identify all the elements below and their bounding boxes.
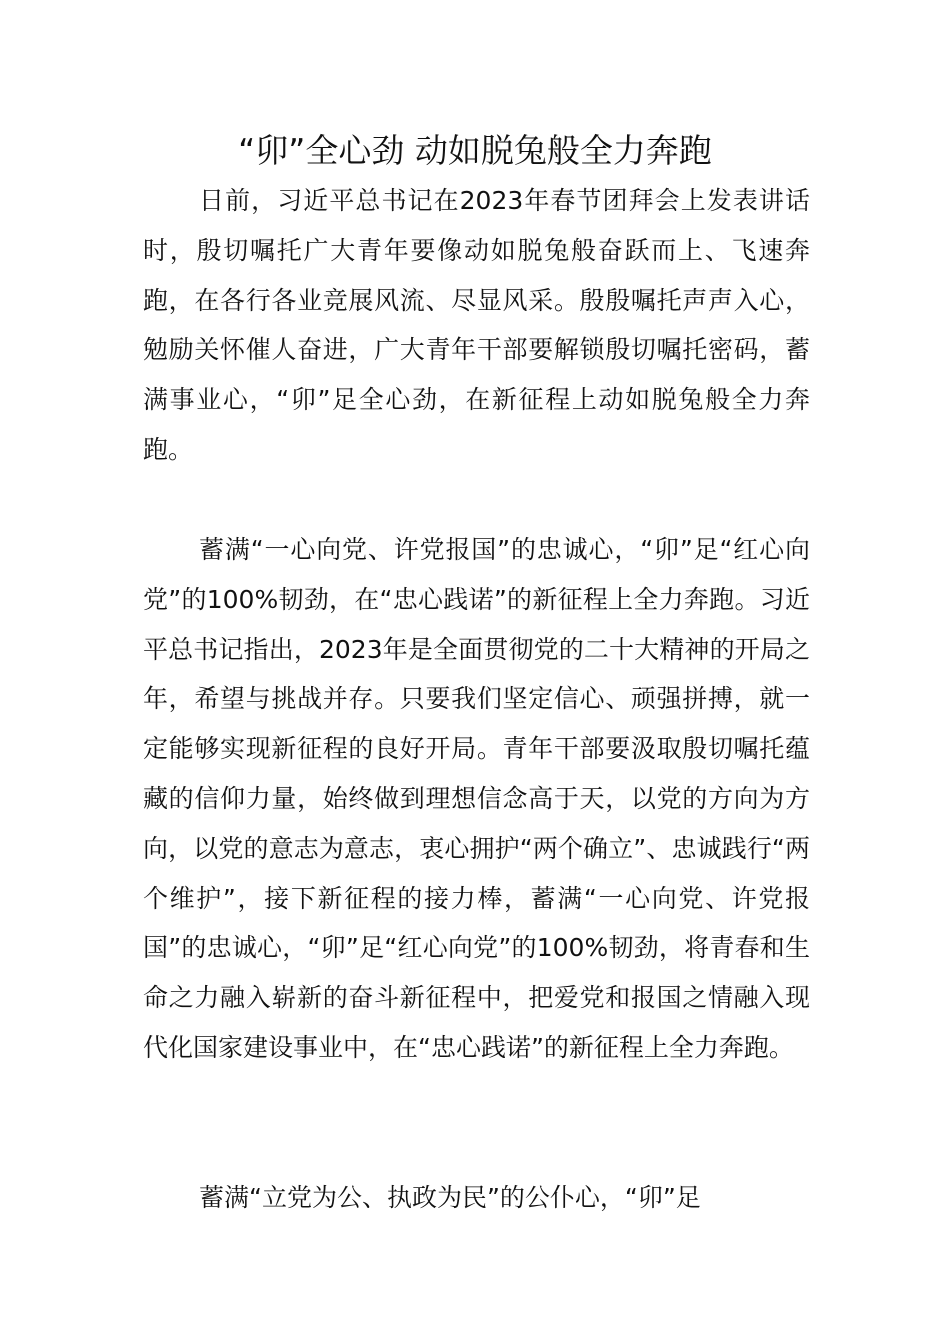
paragraph-1: 日前，习近平总书记在2023年春节团拜会上发表讲话时，殷切嘱托广大青年要像动如脱兔般奋跃而上、飞速奔跑，在各行各业竞展风流、尽显风采。殷殷嘱托声声入心，勉励关怀催人奋进，广大青年干部要解锁殷切嘱托密码，蓄满事业心，“卯”足全心劲，在新征程上动如脱兔般全力奔跑。 [143, 186, 810, 464]
paragraph-3: 蓄满“立党为公、执政为民”的公仆心，“卯”足 [199, 1183, 701, 1212]
document-title: “卯”全心劲 动如脱兔般全力奔跑 [238, 131, 712, 170]
paragraph-2: 蓄满“一心向党、许党报国”的忠诚心，“卯”足“红心向党”的100%韧劲，在“忠心践诺”的新征程上全力奔跑。习近平总书记指出，2023年是全面贯彻党的二十大精神的开局之年，希望与挑战并存。只要我们坚定信心、顽强拼搏，就一定能够实现新征程的良好开局。青年干部要汲取殷切嘱托蕴藏的信仰力量，始终做到理想信念高于天，以党的方向为方向，以党的意志为意志，衷心拥护“两个确立”、忠诚践行“两个维护”，接下新征程的接力棒，蓄满“一心向党、许党报国”的忠诚心，“卯”足“红心向党”的100%韧劲，将青春和生命之力融入崭新的奋斗新征程中，把爱党和报国之情融入现代化国家建设事业中，在“忠心践诺”的新征程上全力奔跑。 [143, 535, 810, 1062]
